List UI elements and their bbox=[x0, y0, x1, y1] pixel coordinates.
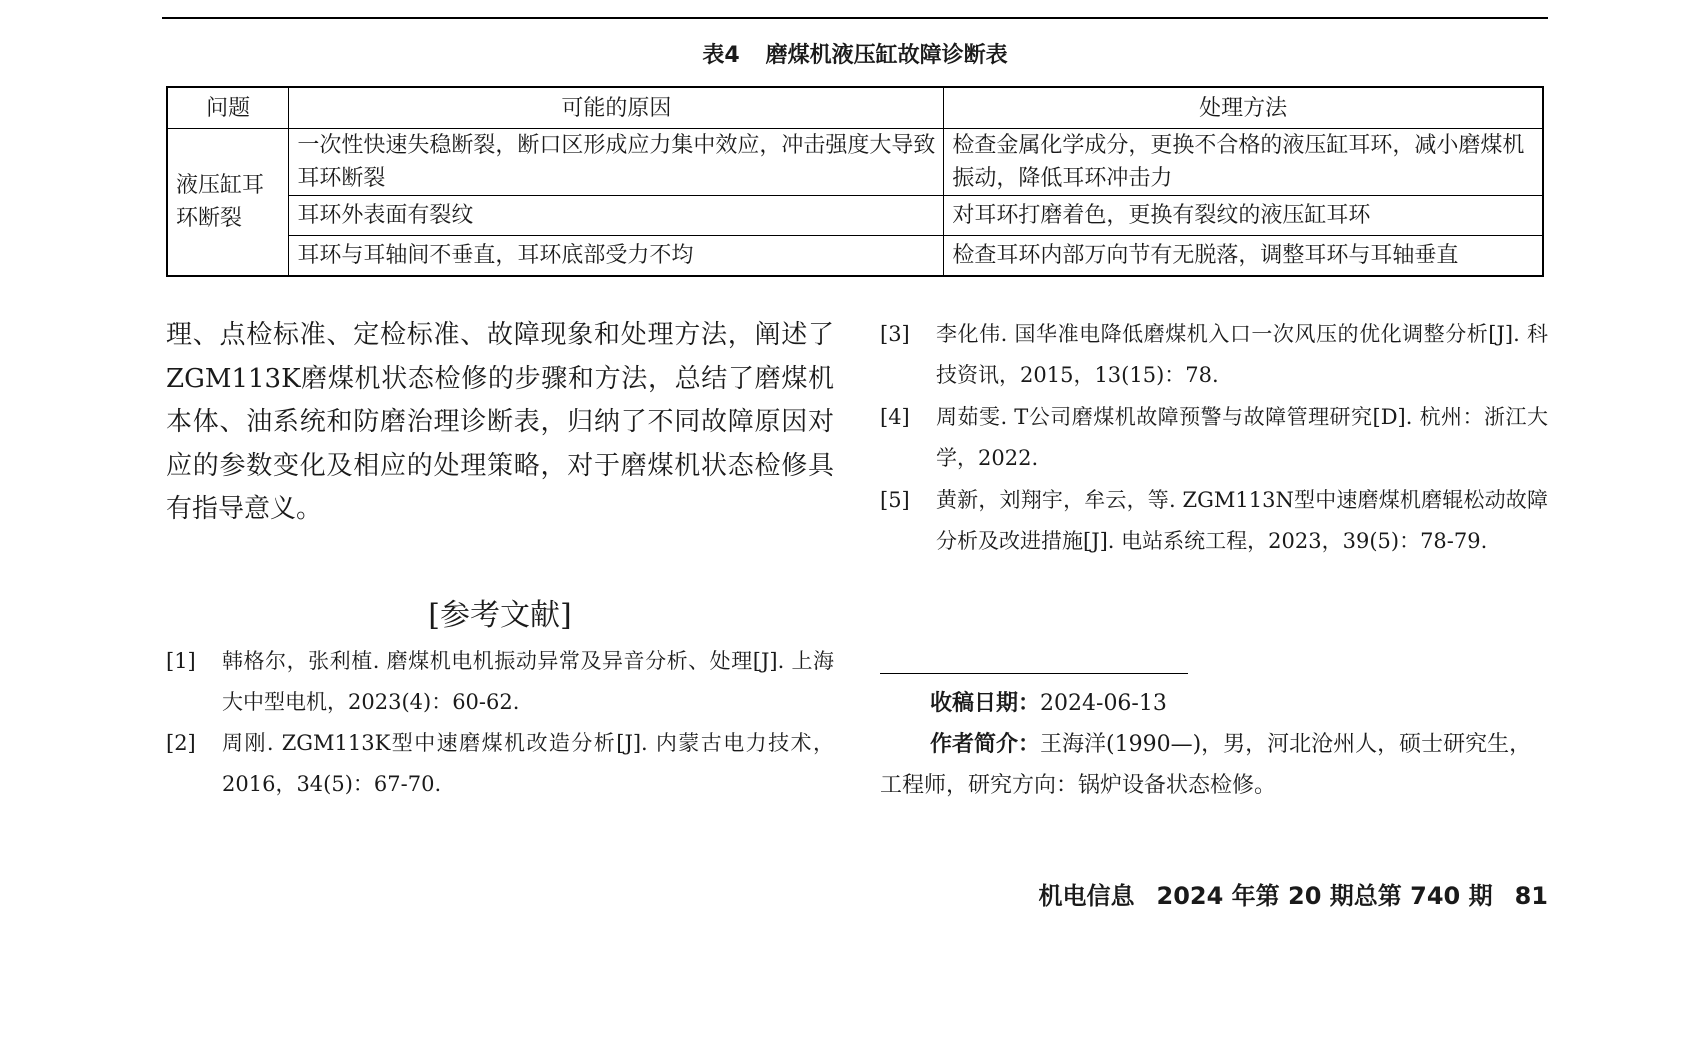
header-method: 处理方法 bbox=[944, 87, 1543, 129]
reference-text: 周刚. ZGM113K型中速磨煤机改造分析[J]. 内蒙古电力技术，2016，34(5)：67-70. bbox=[222, 731, 834, 796]
author-bio bbox=[880, 724, 1548, 806]
reference-item bbox=[880, 397, 1548, 479]
header-problem: 问题 bbox=[167, 87, 289, 129]
reference-tag: [3] bbox=[880, 322, 910, 346]
table-caption bbox=[162, 38, 1548, 69]
fault-diagnosis-table bbox=[166, 86, 1544, 277]
top-rule bbox=[162, 17, 1548, 19]
table-row bbox=[167, 129, 1543, 196]
received-date bbox=[880, 683, 1548, 724]
header-cause: 可能的原因 bbox=[289, 87, 944, 129]
problem-cell: 液压缸耳环断裂 bbox=[167, 129, 289, 277]
table-caption-number: 表4 bbox=[702, 43, 740, 68]
journal-name: 机电信息 bbox=[1038, 882, 1135, 910]
reference-tag: [1] bbox=[166, 649, 196, 673]
page-number: 81 bbox=[1514, 882, 1548, 910]
table-row bbox=[167, 196, 1543, 236]
page-footer bbox=[1039, 876, 1548, 911]
method-cell: 检查耳环内部万向节有无脱落，调整耳环与耳轴垂直 bbox=[944, 236, 1543, 277]
reference-item bbox=[166, 641, 834, 723]
reference-text: 黄新，刘翔宇，牟云，等. ZGM113N型中速磨煤机磨辊松动故障分析及改进措施[J]. 电站系统工程，2023，39(5)：78-79. bbox=[936, 488, 1548, 553]
table-caption-title: 磨煤机液压缸故障诊断表 bbox=[765, 43, 1008, 68]
reference-item bbox=[880, 480, 1548, 562]
received-date-label: 收稿日期： bbox=[930, 691, 1041, 716]
method-cell: 检查金属化学成分，更换不合格的液压缸耳环，减小磨煤机振动，降低耳环冲击力 bbox=[944, 129, 1543, 196]
reference-item bbox=[880, 314, 1548, 396]
author-bio-value: 王海洋(1990—)，男，河北沧州人，硕士研究生，工程师，研究方向：锅炉设备状态检修。 bbox=[880, 732, 1532, 798]
body-paragraph: 理、点检标准、定检标准、故障现象和处理方法，阐述了ZGM113K磨煤机状态检修的步骤和方法，总结了磨煤机本体、油系统和防磨治理诊断表，归纳了不同故障原因对应的参数变化及相应的处理策略，对于磨煤机状态检修具有指导意义。 bbox=[166, 320, 834, 524]
reference-item bbox=[166, 723, 834, 805]
received-date-value: 2024-06-13 bbox=[1040, 691, 1167, 716]
references-heading: [参考文献] bbox=[428, 598, 572, 633]
method-cell: 对耳环打磨着色，更换有裂纹的液压缸耳环 bbox=[944, 196, 1543, 236]
reference-tag: [5] bbox=[880, 488, 910, 512]
footnote-rule bbox=[880, 673, 1188, 674]
cause-cell: 耳环外表面有裂纹 bbox=[289, 196, 944, 236]
cause-cell: 一次性快速失稳断裂，断口区形成应力集中效应，冲击强度大导致耳环断裂 bbox=[289, 129, 944, 196]
reference-tag: [4] bbox=[880, 405, 910, 429]
issue-info: 2024 年第 20 期总第 740 期 bbox=[1156, 882, 1493, 910]
reference-tag: [2] bbox=[166, 731, 196, 755]
cause-cell: 耳环与耳轴间不垂直，耳环底部受力不均 bbox=[289, 236, 944, 277]
table-row bbox=[167, 236, 1543, 277]
table-header-row bbox=[167, 87, 1543, 129]
reference-text: 李化伟. 国华准电降低磨煤机入口一次风压的优化调整分析[J]. 科技资讯，2015，13(15)：78. bbox=[936, 322, 1548, 387]
reference-text: 周茹雯. T公司磨煤机故障预警与故障管理研究[D]. 杭州：浙江大学，2022. bbox=[936, 405, 1548, 470]
reference-text: 韩格尔，张利植. 磨煤机电机振动异常及异音分析、处理[J]. 上海大中型电机，2023(4)：60-62. bbox=[222, 649, 834, 714]
author-bio-label: 作者简介： bbox=[930, 732, 1041, 757]
